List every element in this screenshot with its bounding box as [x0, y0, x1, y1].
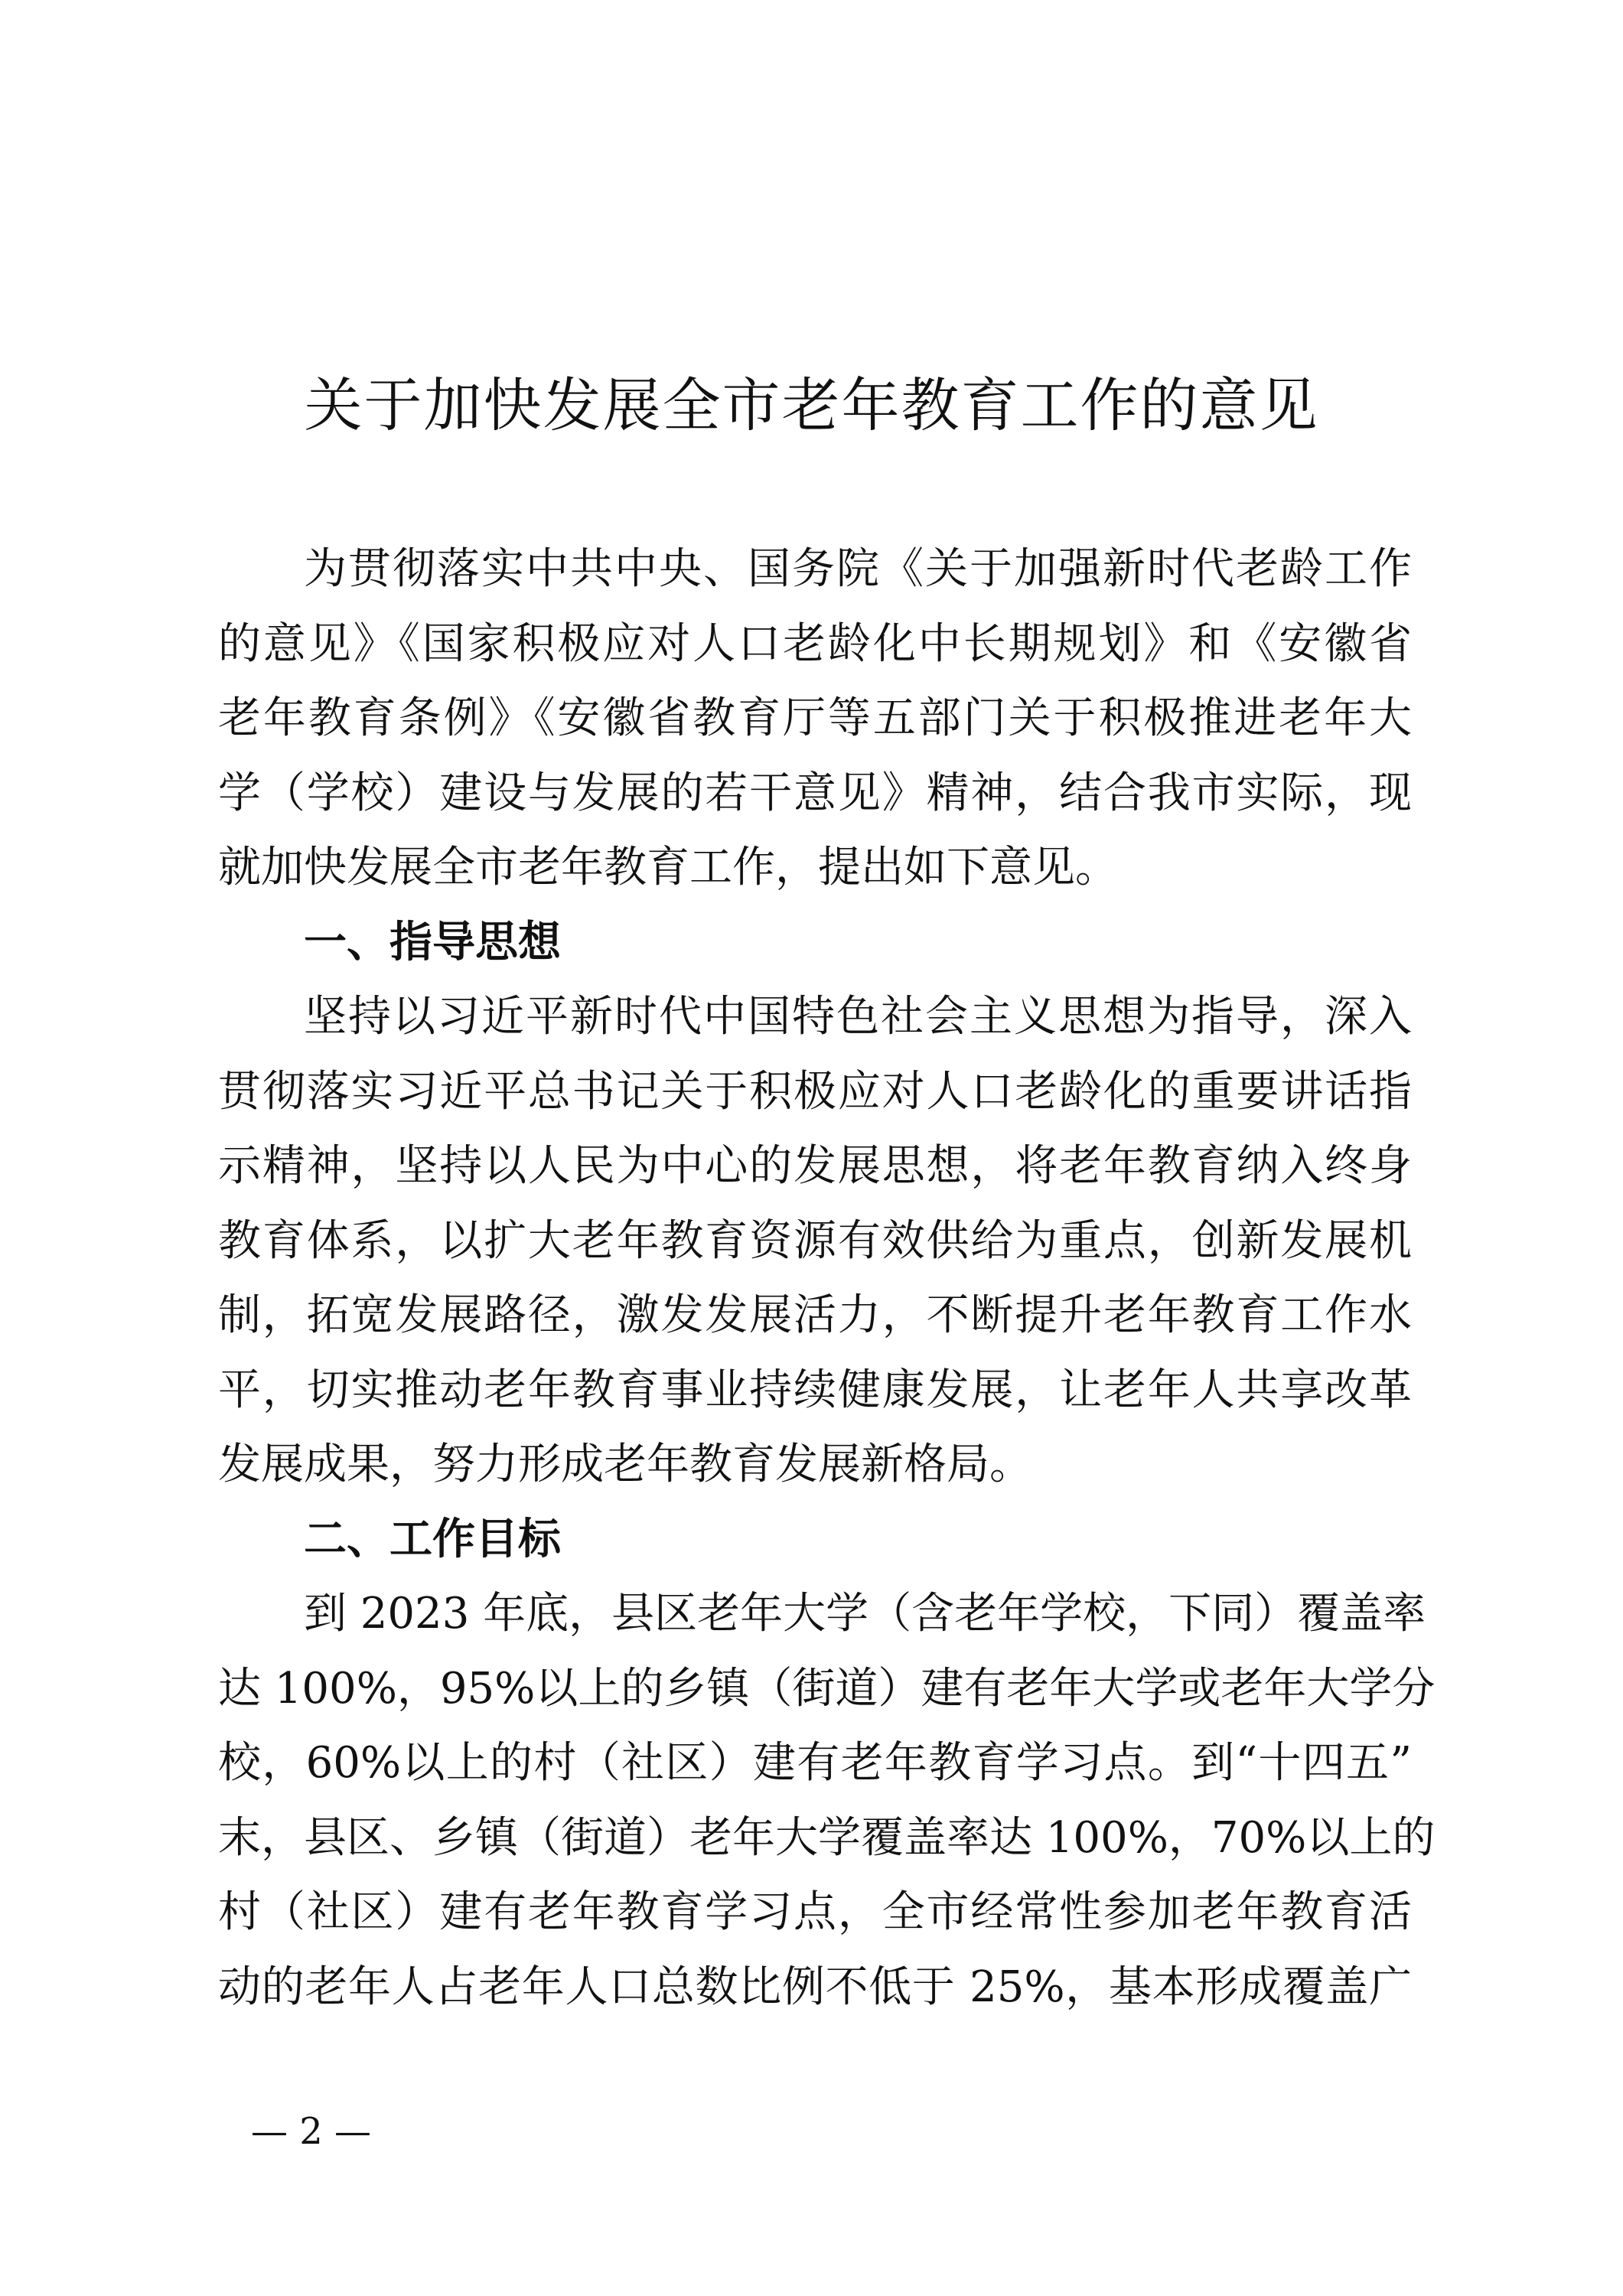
paragraph-line: 到 2023 年底，县区老年大学（含老年学校，下同）覆盖率: [304, 1589, 1426, 1639]
paragraph-line: 制，拓宽发展路径，激发发展活力，不断提升老年教育工作水: [218, 1290, 1412, 1340]
paragraph-line: 贯彻落实习近平总书记关于积极应对人口老龄化的重要讲话指: [218, 1066, 1412, 1117]
page-number: — 2 —: [251, 2110, 372, 2153]
paragraph-line: 坚持以习近平新时代中国特色社会主义思想为指导，深入: [304, 992, 1412, 1042]
paragraph-line: 为贯彻落实中共中央、国务院《关于加强新时代老龄工作: [304, 544, 1412, 594]
paragraph-line: 学（学校）建设与发展的若干意见》精神，结合我市实际，现: [218, 768, 1412, 818]
paragraph-line: 老年教育条例》《安徽省教育厅等五部门关于积极推进老年大: [218, 693, 1412, 743]
paragraph-line: 末，县区、乡镇（街道）老年大学覆盖率达 100%，70%以上的: [218, 1812, 1436, 1863]
paragraph-line: 就加快发展全市老年教育工作，提出如下意见。: [218, 843, 1118, 892]
page-title: 关于加快发展全市老年教育工作的意见: [304, 371, 1319, 439]
paragraph-line: 平，切实推动老年教育事业持续健康发展，让老年人共享改革: [218, 1365, 1412, 1415]
paragraph-line: 村（社区）建有老年教育学习点，全市经常性参加老年教育活: [218, 1887, 1412, 1937]
section-heading: 二、工作目标: [304, 1514, 561, 1564]
paragraph-line: 的意见》《国家积极应对人口老龄化中长期规划》和《安徽省: [218, 618, 1412, 669]
paragraph-line: 发展成果，努力形成老年教育发展新格局。: [218, 1440, 1032, 1489]
section-heading: 一、指导思想: [304, 917, 561, 967]
paragraph-line: 达 100%，95%以上的乡镇（街道）建有老年大学或老年大学分: [218, 1663, 1436, 1714]
paragraph-line: 校，60%以上的村（社区）建有老年教育学习点。到“十四五”: [218, 1738, 1412, 1788]
document-body: [218, 532, 1436, 2024]
paragraph-line: 动的老年人占老年人口总数比例不低于 25%，基本形成覆盖广: [218, 1962, 1412, 2012]
paragraph-line: 教育体系，以扩大老年教育资源有效供给为重点，创新发展机: [218, 1215, 1412, 1266]
paragraph-line: 示精神，坚持以人民为中心的发展思想，将老年教育纳入终身: [218, 1141, 1412, 1191]
